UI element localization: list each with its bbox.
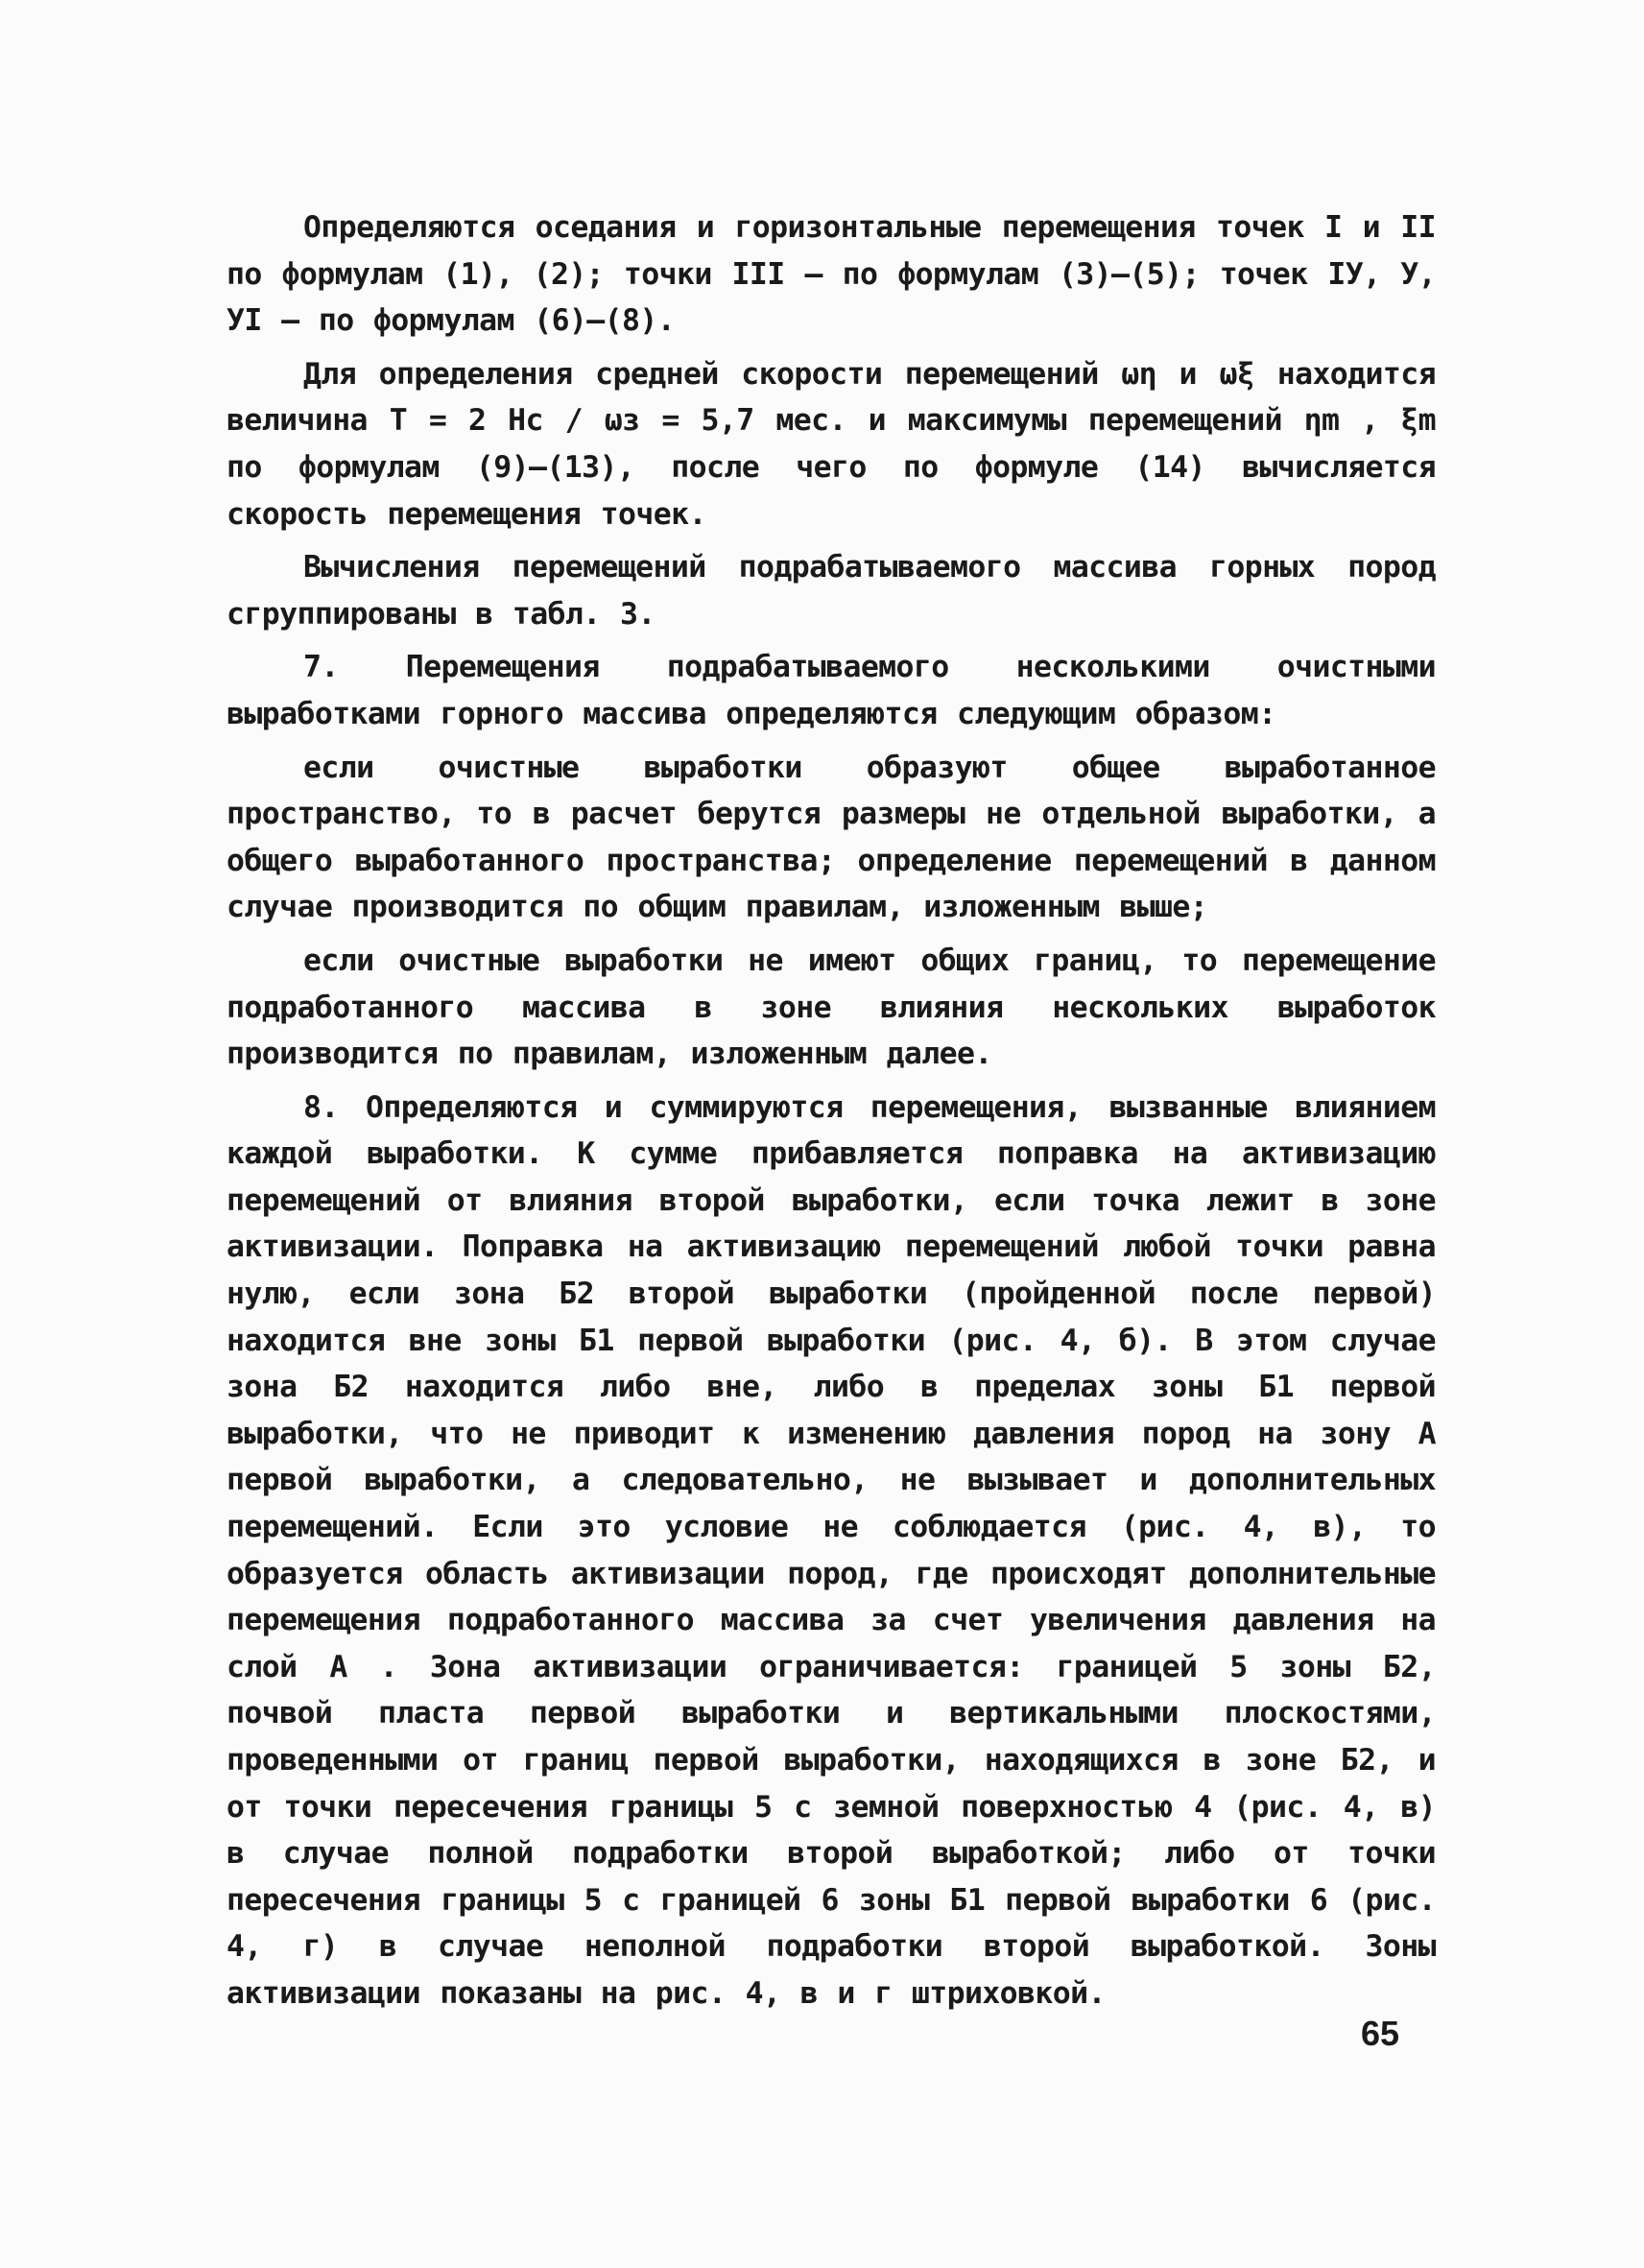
paragraph-5: если очистные выработки образуют общее выработанное пространство, то в расчет берутся размеры не отдельной выработки, а общего выработанного пространства; определение перемещений в данном случае производится по общим правилам, изложенным выше; (226, 750, 1436, 925)
paragraph-7: 8. Определяются и суммируются перемещения, вызванные влиянием каждой выработки. К сумме прибавляется поправка на активизацию перемещений от влияния второй выработки, если точка лежит в зоне активизации. Поправка на активизацию перемещений любой точки равна нулю, если зона Б2 второй выработки (пройденной после первой) находится вне зоны Б1 первой выработки (рис. 4, б). В этом случае зона Б2 находится либо вне, либо в пределах зоны Б1 первой выработки, что не приводит к изменению давления пород на зону А первой выработки, а следовательно, не вызывает и дополнительных перемещений. Если это условие не соблюдается (рис. 4, в), то образуется область активизации пород, где происходят дополнительные перемещения подработанного массива за счет увеличения давления на слой А . Зона активизации ограничивается: границей 5 зоны Б2, почвой пласта первой выработки и вертикальными плоскостями, проведенными от границ первой выработки, находящихся в зоне Б2, и от точки пересечения границы 5 с земной поверхностью 4 (рис. 4, в) в случае полной подработки второй выработкой; либо от точки пересечения границы 5 с границей 6 зоны Б1 первой выработки 6 (рис. 4, г) в случае неполной подработки второй выработкой. Зоны активизации показаны на рис. 4, в и г штриховкой. (226, 1089, 1436, 2011)
body-text (226, 204, 1436, 2024)
paragraph-6: если очистные выработки не имеют общих границ, то перемещение подработанного массива в зоне влияния нескольких выработок производится по правилам, изложенным далее. (226, 943, 1436, 1072)
paragraph-3: Вычисления перемещений подрабатываемого массива горных пород сгруппированы в табл. 3. (226, 550, 1436, 632)
page-number: 65 (1361, 2014, 1400, 2053)
paragraph-4: 7. Перемещения подрабатываемого несколькими очистными выработками горного массива определяются следующим образом: (226, 650, 1436, 731)
paragraph-1: Определяются оседания и горизонтальные перемещения точек I и II по формулам (1), (2); точки III – по формулам (3)–(5); точек IУ, У, УI – по формулам (6)–(8). (226, 210, 1436, 339)
paragraph-2: Для определения средней скорости перемещений ωη и ωξ находится величина T = 2 Hс / ωз = 5,7 мес. и максимумы перемещений ηm , ξm по формулам (9)–(13), после чего по формуле (14) вычисляется скорость перемещения точек. (226, 356, 1436, 532)
